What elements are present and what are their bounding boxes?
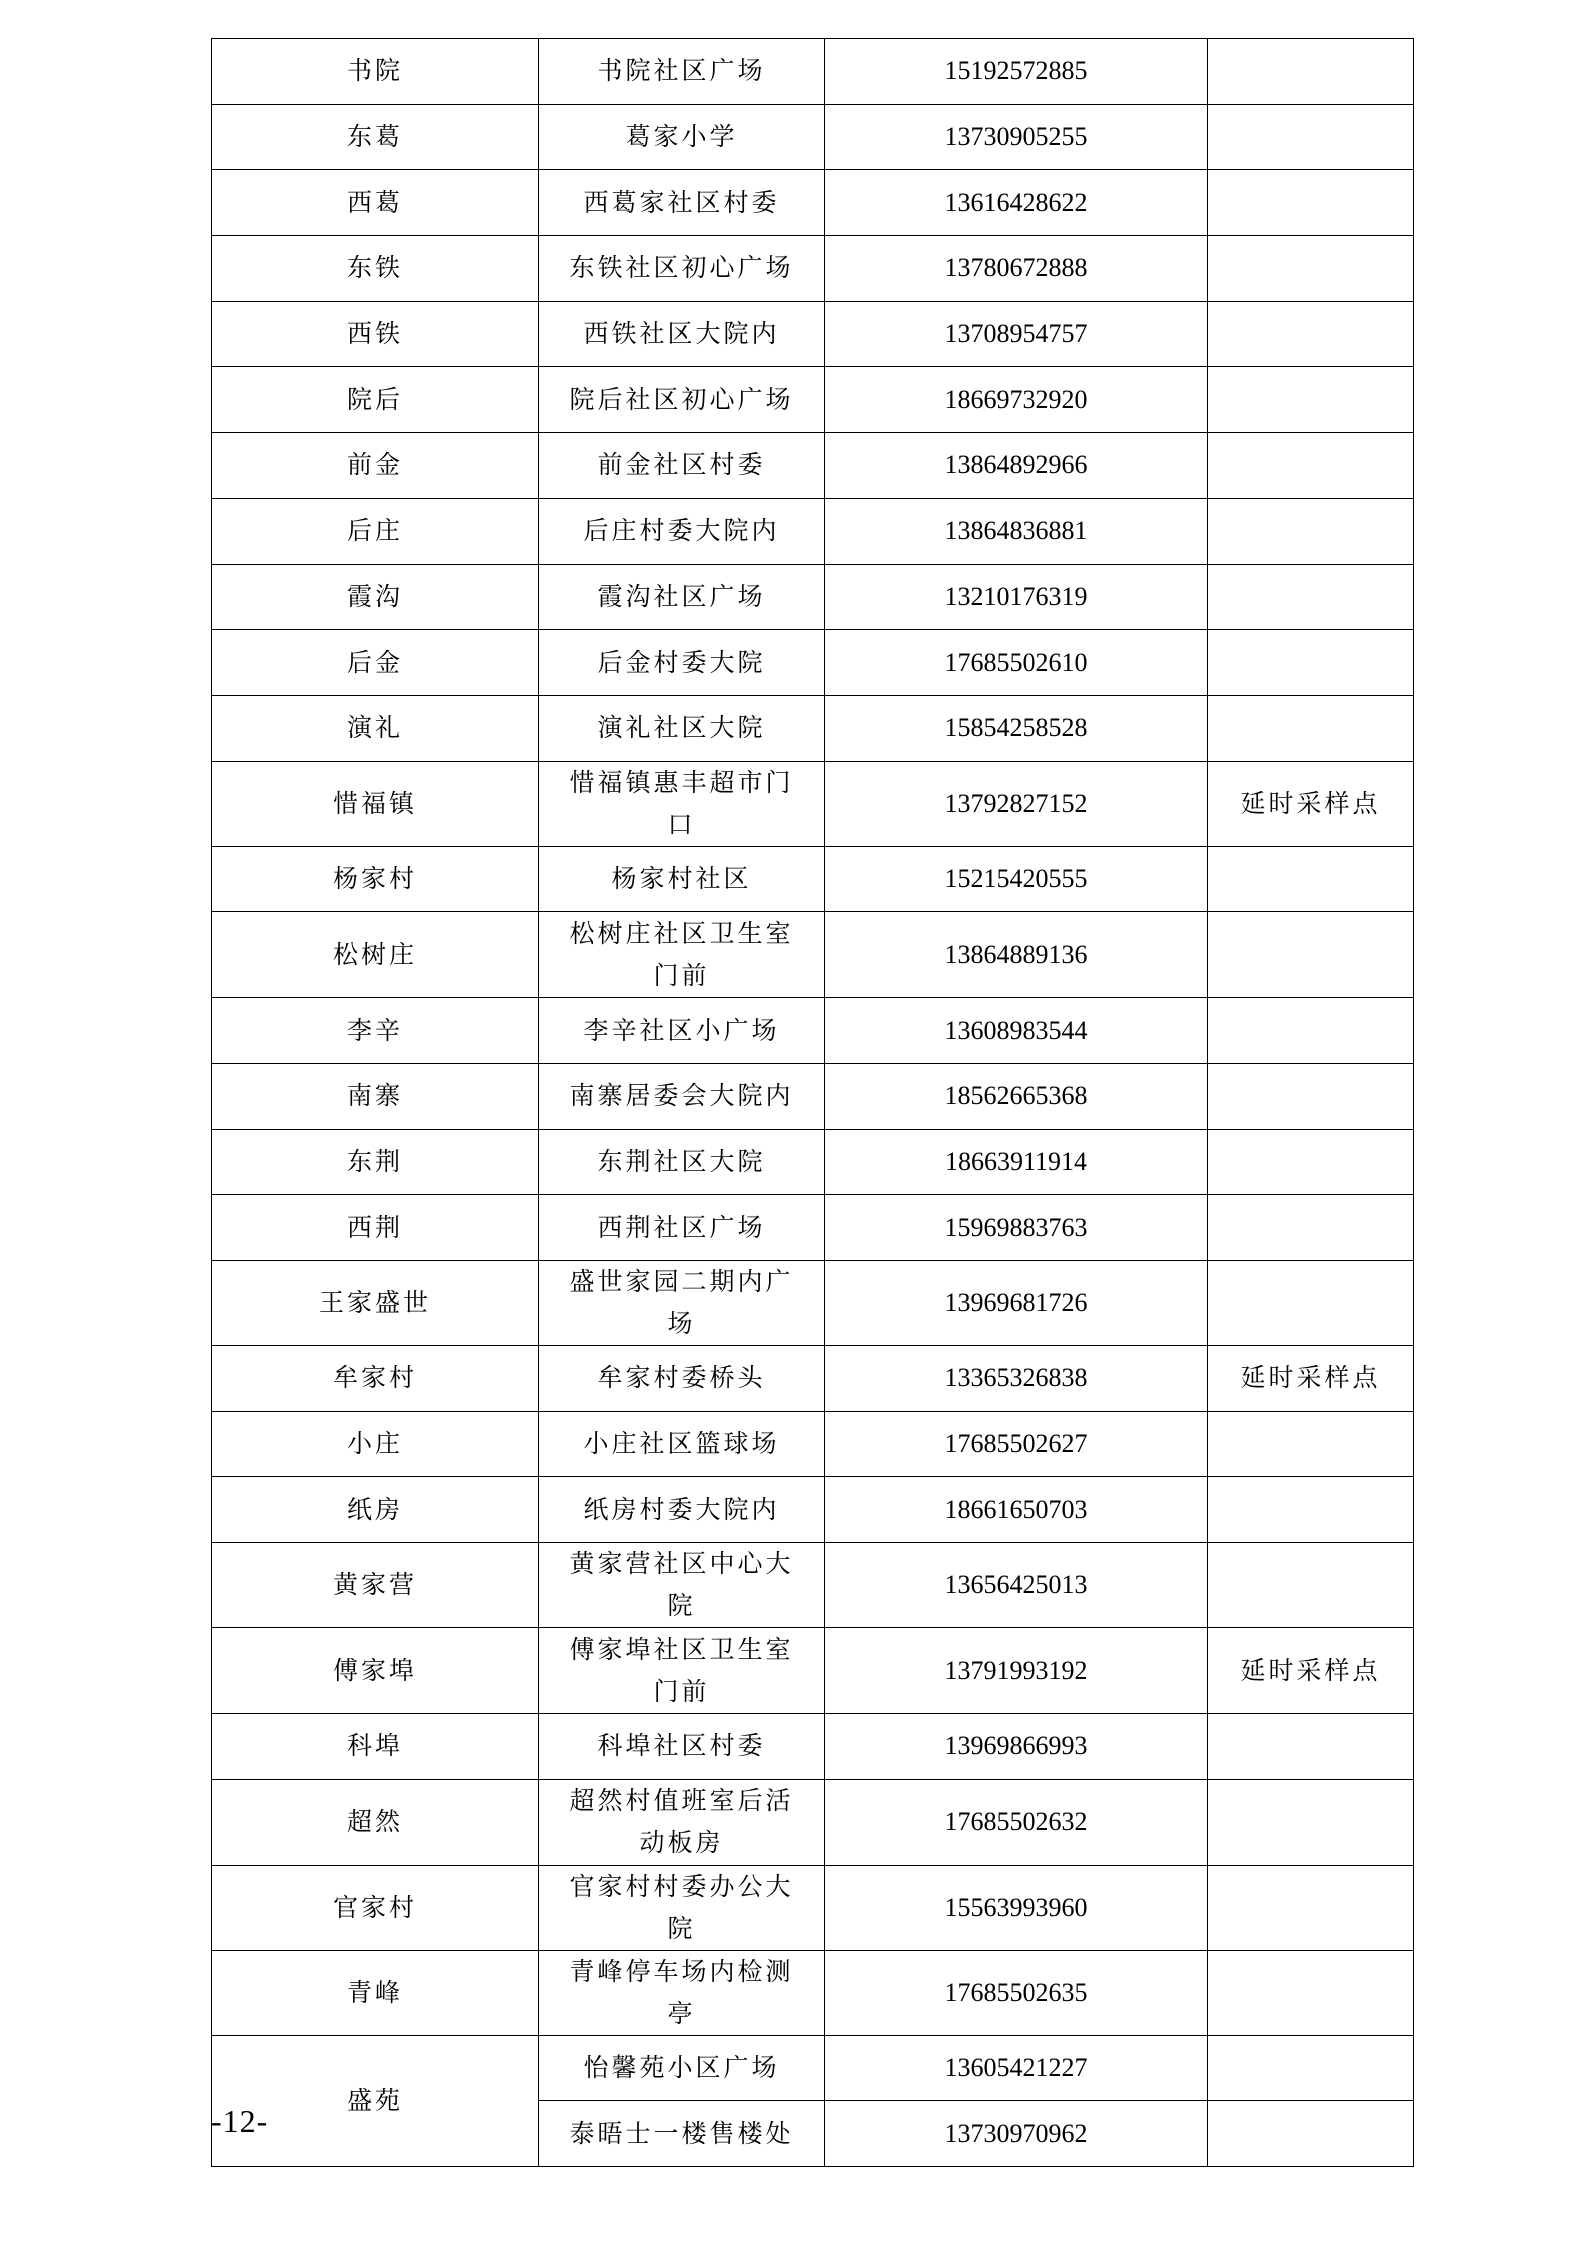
phone-cell: 13708954757 (825, 301, 1208, 367)
phone-cell: 18669732920 (825, 367, 1208, 433)
table-row (212, 1779, 1414, 1865)
phone-cell: 13864836881 (825, 498, 1208, 564)
site-cell: 傅家埠社区卫生室门前 (539, 1628, 825, 1714)
table-row (212, 1129, 1414, 1195)
table-row (212, 1063, 1414, 1129)
phone-cell: 17685502635 (825, 1950, 1208, 2035)
area-cell: 东葛 (212, 104, 539, 170)
phone-cell: 18661650703 (825, 1477, 1208, 1543)
note-cell (1208, 846, 1414, 912)
note-cell (1208, 433, 1414, 499)
area-cell: 东荆 (212, 1129, 539, 1195)
note-cell (1208, 367, 1414, 433)
phone-cell: 13864889136 (825, 912, 1208, 998)
table-body (212, 39, 1414, 2167)
note-cell (1208, 301, 1414, 367)
area-cell: 后金 (212, 630, 539, 696)
phone-cell: 13616428622 (825, 170, 1208, 236)
site-cell: 青峰停车场内检测亭 (539, 1950, 825, 2035)
note-cell (1208, 170, 1414, 236)
area-cell: 王家盛世 (212, 1261, 539, 1346)
table-row (212, 170, 1414, 236)
site-cell: 西葛家社区村委 (539, 170, 825, 236)
area-cell: 官家村 (212, 1865, 539, 1950)
note-cell (1208, 1195, 1414, 1261)
site-cell: 松树庄社区卫生室门前 (539, 912, 825, 998)
table-row (212, 695, 1414, 761)
table-row (212, 367, 1414, 433)
site-cell: 院后社区初心广场 (539, 367, 825, 433)
phone-cell: 13969681726 (825, 1261, 1208, 1346)
site-cell: 怡馨苑小区广场 (539, 2035, 825, 2101)
note-cell (1208, 39, 1414, 105)
site-cell: 杨家村社区 (539, 846, 825, 912)
table-row (212, 433, 1414, 499)
phone-cell: 13605421227 (825, 2035, 1208, 2101)
note-cell (1208, 1865, 1414, 1950)
table-row (212, 998, 1414, 1064)
area-cell: 李辛 (212, 998, 539, 1064)
site-cell: 超然村值班室后活动板房 (539, 1779, 825, 1865)
site-cell: 西铁社区大院内 (539, 301, 825, 367)
table-row (212, 1543, 1414, 1628)
note-cell (1208, 498, 1414, 564)
table-row (212, 2035, 1414, 2101)
site-cell: 东铁社区初心广场 (539, 236, 825, 302)
page-number: -12- (211, 2103, 269, 2139)
table-row (212, 630, 1414, 696)
area-cell: 演礼 (212, 695, 539, 761)
phone-cell: 15192572885 (825, 39, 1208, 105)
site-cell: 牟家村委桥头 (539, 1346, 825, 1412)
area-cell: 牟家村 (212, 1346, 539, 1412)
area-cell: 西铁 (212, 301, 539, 367)
note-cell (1208, 1261, 1414, 1346)
phone-cell: 13792827152 (825, 761, 1208, 846)
area-cell: 青峰 (212, 1950, 539, 2035)
phone-cell: 13656425013 (825, 1543, 1208, 1628)
area-cell: 纸房 (212, 1477, 539, 1543)
phone-cell: 18562665368 (825, 1063, 1208, 1129)
table-row (212, 1195, 1414, 1261)
site-cell: 霞沟社区广场 (539, 564, 825, 630)
phone-cell: 13780672888 (825, 236, 1208, 302)
note-cell (1208, 564, 1414, 630)
area-cell: 惜福镇 (212, 761, 539, 846)
site-cell: 官家村村委办公大院 (539, 1865, 825, 1950)
area-cell: 科埠 (212, 1714, 539, 1780)
table-row (212, 1261, 1414, 1346)
note-cell (1208, 1950, 1414, 2035)
note-cell (1208, 1129, 1414, 1195)
note-cell (1208, 1411, 1414, 1477)
table-row (212, 1865, 1414, 1950)
area-cell: 黄家营 (212, 1543, 539, 1628)
table-row (212, 104, 1414, 170)
area-cell: 院后 (212, 367, 539, 433)
note-cell: 延时采样点 (1208, 1628, 1414, 1714)
site-cell: 后金村委大院 (539, 630, 825, 696)
area-cell: 小庄 (212, 1411, 539, 1477)
site-cell: 李辛社区小广场 (539, 998, 825, 1064)
note-cell (1208, 630, 1414, 696)
table-row (212, 1346, 1414, 1412)
site-cell: 书院社区广场 (539, 39, 825, 105)
site-cell: 后庄村委大院内 (539, 498, 825, 564)
table-row (212, 1411, 1414, 1477)
site-cell: 惜福镇惠丰超市门口 (539, 761, 825, 846)
area-cell: 霞沟 (212, 564, 539, 630)
table-row (212, 39, 1414, 105)
table-row (212, 498, 1414, 564)
phone-cell: 13791993192 (825, 1628, 1208, 1714)
phone-cell: 13730970962 (825, 2101, 1208, 2167)
area-cell: 西葛 (212, 170, 539, 236)
phone-cell: 17685502610 (825, 630, 1208, 696)
note-cell (1208, 1779, 1414, 1865)
area-cell: 松树庄 (212, 912, 539, 998)
note-cell: 延时采样点 (1208, 761, 1414, 846)
note-cell (1208, 2101, 1414, 2167)
site-cell: 纸房村委大院内 (539, 1477, 825, 1543)
note-cell (1208, 104, 1414, 170)
table-row (212, 236, 1414, 302)
site-cell: 盛世家园二期内广场 (539, 1261, 825, 1346)
phone-cell: 15969883763 (825, 1195, 1208, 1261)
phone-cell: 13969866993 (825, 1714, 1208, 1780)
note-cell: 延时采样点 (1208, 1346, 1414, 1412)
phone-cell: 13365326838 (825, 1346, 1208, 1412)
area-cell: 西荆 (212, 1195, 539, 1261)
table-row (212, 846, 1414, 912)
table-row (212, 912, 1414, 998)
site-cell: 黄家营社区中心大院 (539, 1543, 825, 1628)
phone-cell: 13730905255 (825, 104, 1208, 170)
site-cell: 小庄社区篮球场 (539, 1411, 825, 1477)
note-cell (1208, 2035, 1414, 2101)
sampling-sites-table (211, 38, 1414, 2167)
area-cell: 南寨 (212, 1063, 539, 1129)
note-cell (1208, 1714, 1414, 1780)
table-row (212, 1714, 1414, 1780)
note-cell (1208, 1543, 1414, 1628)
area-cell: 东铁 (212, 236, 539, 302)
note-cell (1208, 236, 1414, 302)
phone-cell: 15854258528 (825, 695, 1208, 761)
area-cell: 书院 (212, 39, 539, 105)
note-cell (1208, 998, 1414, 1064)
table-row (212, 761, 1414, 846)
note-cell (1208, 695, 1414, 761)
site-cell: 演礼社区大院 (539, 695, 825, 761)
table-row (212, 1950, 1414, 2035)
phone-cell: 15563993960 (825, 1865, 1208, 1950)
area-cell: 后庄 (212, 498, 539, 564)
phone-cell: 13210176319 (825, 564, 1208, 630)
phone-cell: 13864892966 (825, 433, 1208, 499)
area-cell: 傅家埠 (212, 1628, 539, 1714)
note-cell (1208, 912, 1414, 998)
table-row (212, 1477, 1414, 1543)
phone-cell: 17685502627 (825, 1411, 1208, 1477)
area-cell: 盛苑 (212, 2035, 539, 2166)
table-row (212, 1628, 1414, 1714)
phone-cell: 13608983544 (825, 998, 1208, 1064)
phone-cell: 18663911914 (825, 1129, 1208, 1195)
site-cell: 东荆社区大院 (539, 1129, 825, 1195)
area-cell: 杨家村 (212, 846, 539, 912)
area-cell: 超然 (212, 1779, 539, 1865)
note-cell (1208, 1477, 1414, 1543)
table-row (212, 301, 1414, 367)
site-cell: 泰晤士一楼售楼处 (539, 2101, 825, 2167)
site-cell: 西荆社区广场 (539, 1195, 825, 1261)
site-cell: 前金社区村委 (539, 433, 825, 499)
site-cell: 科埠社区村委 (539, 1714, 825, 1780)
area-cell: 前金 (212, 433, 539, 499)
table-row (212, 564, 1414, 630)
site-cell: 葛家小学 (539, 104, 825, 170)
phone-cell: 15215420555 (825, 846, 1208, 912)
site-cell: 南寨居委会大院内 (539, 1063, 825, 1129)
phone-cell: 17685502632 (825, 1779, 1208, 1865)
note-cell (1208, 1063, 1414, 1129)
